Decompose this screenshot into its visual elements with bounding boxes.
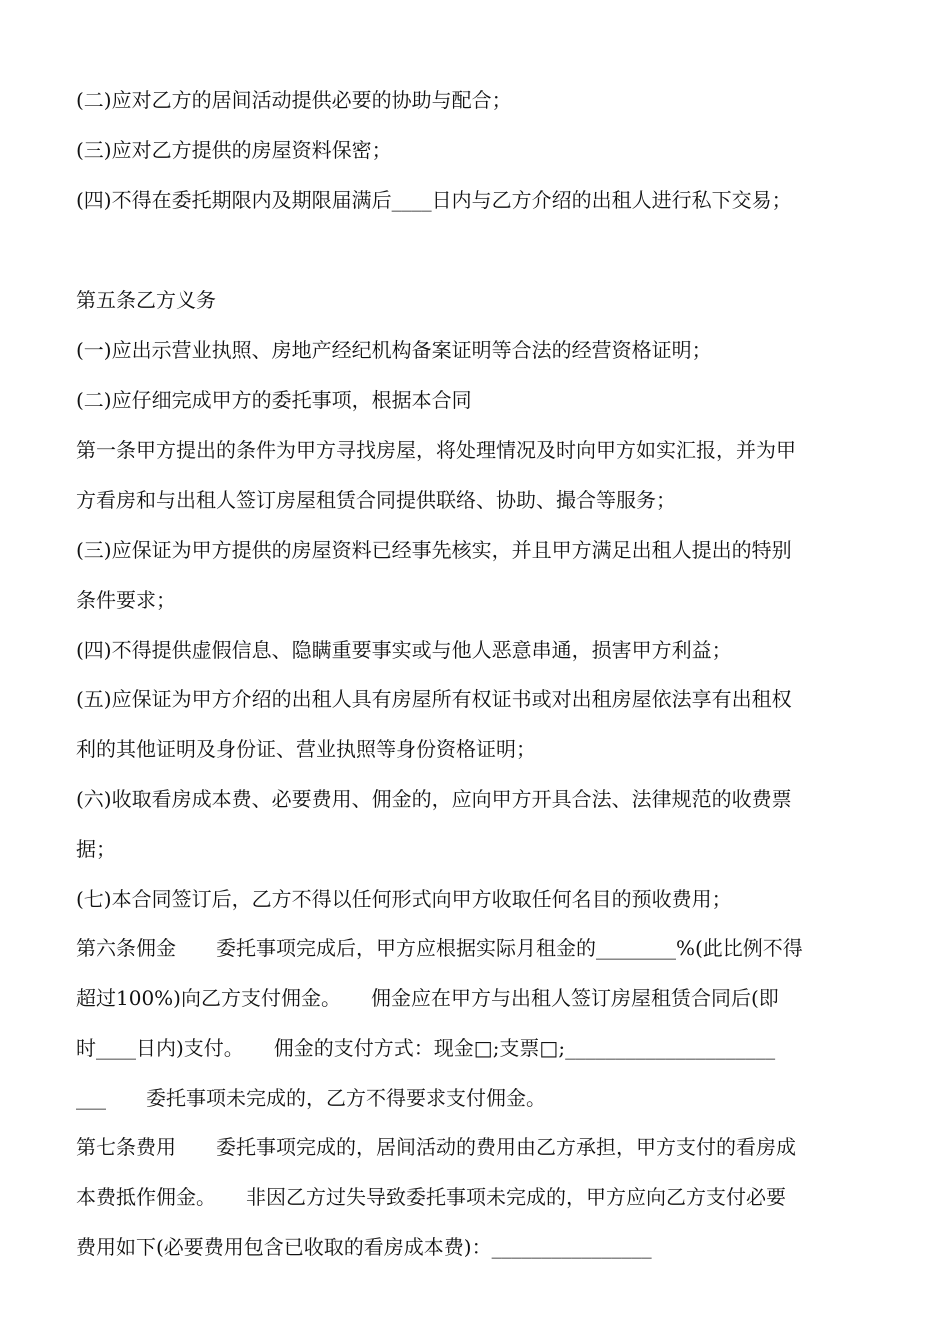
text-line: ___ 委托事项未完成的，乙方不得要求支付佣金。 [76, 1086, 546, 1110]
text-line: (五)应保证为甲方介绍的出租人具有房屋所有权证书或对出租房屋依法享有出租权 [76, 687, 792, 711]
text-line: (三)应对乙方提供的房屋资料保密； [76, 138, 392, 162]
text-line: (三)应保证为甲方提供的房屋资料已经事先核实，并且甲方满足出租人提出的特别 [76, 538, 792, 562]
text-line: 时____日内)支付。 佣金的支付方式：现金□;支票□;_____________________ [76, 1036, 776, 1060]
text-line: 第一条甲方提出的条件为甲方寻找房屋，将处理情况及时向甲方如实汇报，并为甲 [76, 438, 796, 462]
text-line: (四)不得提供虚假信息、隐瞒重要事实或与他人恶意串通，损害甲方利益； [76, 638, 732, 662]
text-line: 条件要求； [76, 588, 176, 612]
text-line: 据； [76, 837, 116, 861]
text-line: (七)本合同签订后，乙方不得以任何形式向甲方收取任何名目的预收费用； [76, 887, 732, 911]
text-line: 超过100%)向乙方支付佣金。 佣金应在甲方与出租人签订房屋租赁合同后(即 [76, 986, 779, 1010]
text-line: 方看房和与出租人签订房屋租赁合同提供联络、协助、撮合等服务； [76, 488, 676, 512]
text-line: (四)不得在委托期限内及期限届满后____日内与乙方介绍的出租人进行私下交易； [76, 188, 792, 212]
text-line: (一)应出示营业执照、房地产经纪机构备案证明等合法的经营资格证明； [76, 338, 712, 362]
section-heading: 第五条乙方义务 [76, 288, 216, 312]
section-heading: 第六条佣金 委托事项完成后，甲方应根据实际月租金的________%(此比例不得 [76, 936, 803, 960]
text-line: (二)应对乙方的居间活动提供必要的协助与配合； [76, 88, 512, 112]
text-line: 本费抵作佣金。 非因乙方过失导致委托事项未完成的，甲方应向乙方支付必要 [76, 1185, 786, 1209]
text-line: 费用如下(必要费用包含已收取的看房成本费)：________________ [76, 1235, 652, 1259]
text-line: (六)收取看房成本费、必要费用、佣金的，应向甲方开具合法、法律规范的收费票 [76, 787, 792, 811]
text-line: (二)应仔细完成甲方的委托事项，根据本合同 [76, 388, 472, 412]
section-heading: 第七条费用 委托事项完成的，居间活动的费用由乙方承担，甲方支付的看房成 [76, 1135, 796, 1159]
text-line: 利的其他证明及身份证、营业执照等身份资格证明； [76, 737, 536, 761]
